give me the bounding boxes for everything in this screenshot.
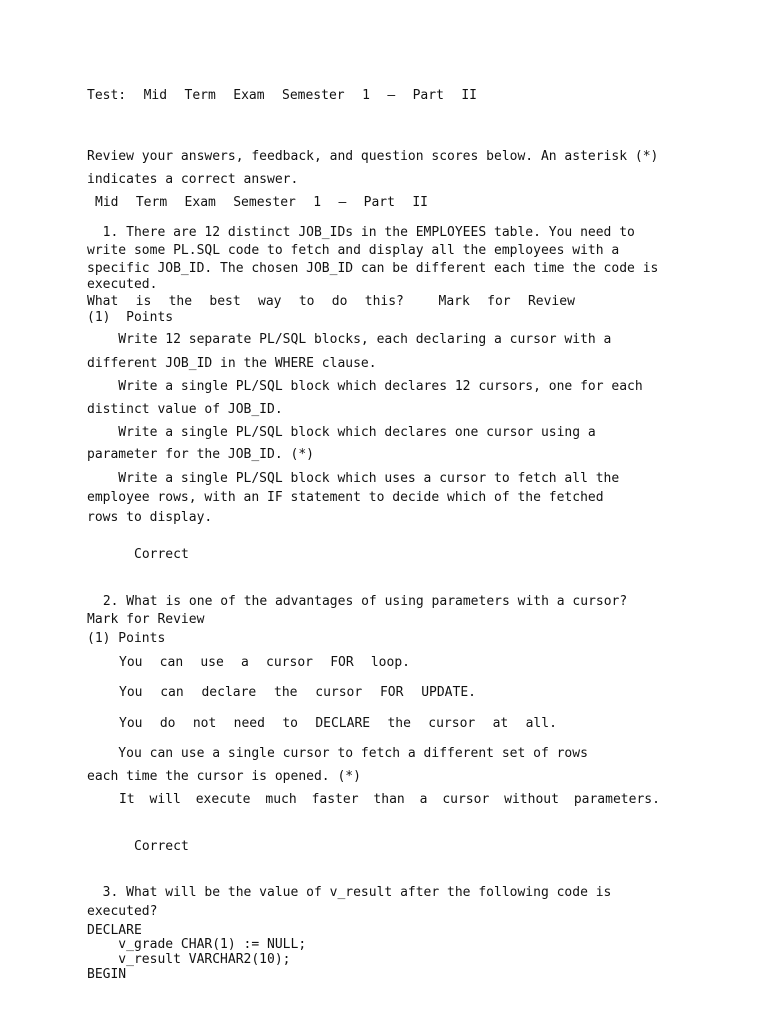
q3-code-line-3: v_result VARCHAR2(10); [87,952,291,967]
q2-points: (1) Points [87,631,166,646]
q3-code-line-2: v_grade CHAR(1) := NULL; [87,937,307,952]
q3-text-line-1: 3. What will be the value of v_result after the following code is [87,885,612,900]
q3-code-line-4: BEGIN [87,967,127,982]
q2-feedback: Correct [134,839,189,854]
q2-option-d-line-2[interactable]: each time the cursor is opened. (*) [87,769,361,784]
q1-option-c-line-1[interactable]: Write a single PL/SQL block which declares one cursor using a [87,425,596,440]
q1-option-b-line-2[interactable]: distinct value of JOB_ID. [87,402,283,417]
q1-mark-for-review[interactable]: Mark [438,294,470,309]
q2-mark-for-review[interactable]: Mark for Review [87,612,205,627]
intro-line-2: indicates a correct answer. [87,172,299,187]
q3-code-line-1: DECLARE [87,923,142,938]
page-title: Test: Mid Term Exam Semester 1 – Part II [87,88,477,103]
q2-option-d-line-1[interactable]: You can use a single cursor to fetch a different set of rows [87,746,588,761]
q2-option-e[interactable]: It will execute much faster than a cursor without parameters. [119,792,660,807]
q1-option-d-line-2[interactable]: employee rows, with an IF statement to decide which of the fetched [87,490,604,505]
q2-option-a[interactable]: You can use a cursor FOR loop. [119,655,410,670]
exam-subtitle: Mid Term Exam Semester 1 – Part II [95,195,428,210]
intro-line-1: Review your answers, feedback, and question scores below. An asterisk (*) [87,149,659,164]
q1-option-d-line-3[interactable]: rows to display. [87,510,213,525]
q1-option-d-line-1[interactable]: Write a single PL/SQL block which uses a cursor to fetch all the [87,471,620,486]
q2-option-b[interactable]: You can declare the cursor FOR UPDATE. [119,685,476,700]
q2-text-line-1: 2. What is one of the advantages of using parameters with a cursor? [95,594,628,609]
q1-option-a-line-1[interactable]: Write 12 separate PL/SQL blocks, each declaring a cursor with a [87,332,612,347]
q1-text-line-2: write some PL.SQL code to fetch and display all the employees with a [87,243,620,258]
q1-text-line-1: 1. There are 12 distinct JOB_IDs in the EMPLOYEES table. You need to [87,225,635,240]
q1-points: (1) Points [87,310,174,325]
q3-text-line-2: executed? [87,904,158,919]
q2-option-c[interactable]: You do not need to DECLARE the cursor at all. [119,716,557,731]
q1-option-a-line-2[interactable]: different JOB_ID in the WHERE clause. [87,356,377,371]
q1-text-line-3: specific JOB_ID. The chosen JOB_ID can be different each time the code is [87,261,659,276]
q1-feedback: Correct [134,547,189,562]
q1-option-b-line-1[interactable]: Write a single PL/SQL block which declares 12 cursors, one for each [87,379,643,394]
q1-text-line-4: executed. [87,277,158,292]
q1-prompt: What is the best way to do this? Mark for Review [87,294,575,309]
q1-option-c-line-2[interactable]: parameter for the JOB_ID. (*) [87,447,314,462]
